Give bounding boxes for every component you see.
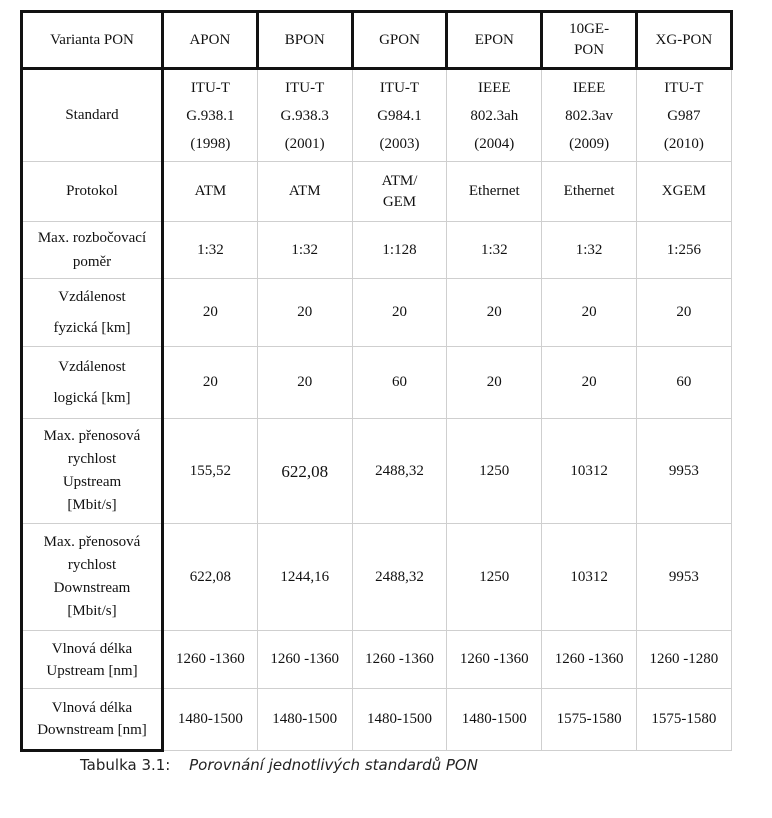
table-cell: 1:128 [352, 222, 447, 279]
table-cell: 622,08 [163, 524, 258, 631]
table-cell: 20 [542, 347, 637, 419]
table-caption [80, 756, 478, 774]
table-cell: 1250 [447, 419, 542, 524]
table-cell: 20 [447, 279, 542, 347]
table-row [22, 524, 732, 631]
table-cell: XGEM [636, 162, 731, 222]
header-cell: XG-PON [636, 12, 731, 69]
row-label: Protokol [22, 162, 163, 222]
table-cell [352, 69, 447, 162]
table-cell: 60 [636, 347, 731, 419]
table-cell: 2488,32 [352, 419, 447, 524]
pon-comparison-table [20, 10, 733, 752]
table-cell: 1260 -1360 [163, 631, 258, 689]
table-cell: 1480-1500 [163, 689, 258, 751]
table-row [22, 689, 732, 751]
table-cell: 1250 [447, 524, 542, 631]
cell-text: ITU-T G984.1 (2003) [377, 79, 422, 152]
table-cell: 20 [163, 279, 258, 347]
table-cell: 1260 -1360 [542, 631, 637, 689]
header-cell: BPON [257, 12, 352, 69]
table-cell: 60 [352, 347, 447, 419]
header-cell: GPON [352, 12, 447, 69]
row-label-text: Vzdálenost logická [km] [53, 358, 131, 406]
row-label [22, 419, 163, 524]
row-label-text: Vlnová délka Downstream [nm] [37, 700, 147, 738]
table-cell: 20 [542, 279, 637, 347]
header-cell: APON [163, 12, 258, 69]
table-cell: ATM [257, 162, 352, 222]
table-cell: 9953 [636, 419, 731, 524]
table-row [22, 69, 732, 162]
row-label [22, 347, 163, 419]
cell-text: ITU-T G.938.1 (1998) [186, 79, 235, 152]
table-cell: 1:32 [542, 222, 637, 279]
table-cell: 1:32 [447, 222, 542, 279]
table-cell: 622,08 [257, 419, 352, 524]
table-cell: 155,52 [163, 419, 258, 524]
row-label: Standard [22, 69, 163, 162]
header-cell: Varianta PON [22, 12, 163, 69]
table-cell: 1:32 [163, 222, 258, 279]
table-cell: 1575-1580 [636, 689, 731, 751]
table-cell [542, 69, 637, 162]
row-label: Max. rozbočovací poměr [22, 222, 163, 279]
header-cell [542, 12, 637, 69]
table-row [22, 162, 732, 222]
cell-text: IEEE 802.3av (2009) [565, 79, 614, 152]
cell-text: IEEE 802.3ah (2004) [470, 79, 519, 152]
table-cell: 1480-1500 [447, 689, 542, 751]
cell-text: ITU-T G.938.3 (2001) [280, 79, 329, 152]
table-cell: 20 [636, 279, 731, 347]
table-cell: 1575-1580 [542, 689, 637, 751]
table-cell: 1480-1500 [352, 689, 447, 751]
row-label-text: Vlnová délka Upstream [nm] [46, 640, 138, 679]
table-cell: 20 [163, 347, 258, 419]
header-cell: EPON [447, 12, 542, 69]
table-cell: 2488,32 [352, 524, 447, 631]
table-cell [352, 162, 447, 222]
table-cell: 1260 -1360 [352, 631, 447, 689]
table-cell [257, 69, 352, 162]
table-row [22, 631, 732, 689]
table-cell: 1260 -1360 [447, 631, 542, 689]
table-cell: 20 [352, 279, 447, 347]
table-cell: 1:32 [257, 222, 352, 279]
table-cell: 1480-1500 [257, 689, 352, 751]
table-cell: ATM [163, 162, 258, 222]
table-row [22, 222, 732, 279]
cell-text: ATM/ GEM [381, 172, 418, 210]
caption-text: Porovnání jednotlivých standardů PON [189, 756, 478, 774]
pon-comparison-table-wrapper [20, 10, 730, 752]
table-cell: 1244,16 [257, 524, 352, 631]
table-cell: 1260 -1280 [636, 631, 731, 689]
table-cell: 9953 [636, 524, 731, 631]
row-label [22, 524, 163, 631]
table-row [22, 419, 732, 524]
table-cell [636, 69, 731, 162]
table-cell [163, 69, 258, 162]
table-cell: 20 [257, 347, 352, 419]
caption-label: Tabulka 3.1: [80, 756, 171, 774]
table-cell [447, 69, 542, 162]
row-label [22, 279, 163, 347]
table-cell: 10312 [542, 524, 637, 631]
row-label [22, 631, 163, 689]
table-cell: Ethernet [447, 162, 542, 222]
row-label-text: Vzdálenost fyzická [km] [53, 288, 131, 336]
table-header-row [22, 12, 732, 69]
table-cell: 10312 [542, 419, 637, 524]
table-cell: 1:256 [636, 222, 731, 279]
row-label-text: Max. přenosová rychlost Upstream [Mbit/s] [43, 428, 141, 513]
cell-text: ITU-T G987 (2010) [663, 79, 704, 152]
table-cell: Ethernet [542, 162, 637, 222]
header-cell-text: 10GE-PON [569, 21, 610, 58]
table-cell: 1260 -1360 [257, 631, 352, 689]
table-cell: 20 [447, 347, 542, 419]
table-row [22, 279, 732, 347]
table-cell: 20 [257, 279, 352, 347]
table-row [22, 347, 732, 419]
row-label [22, 689, 163, 751]
row-label-text: Max. přenosová rychlost Downstream [Mbit/s] [43, 534, 141, 619]
